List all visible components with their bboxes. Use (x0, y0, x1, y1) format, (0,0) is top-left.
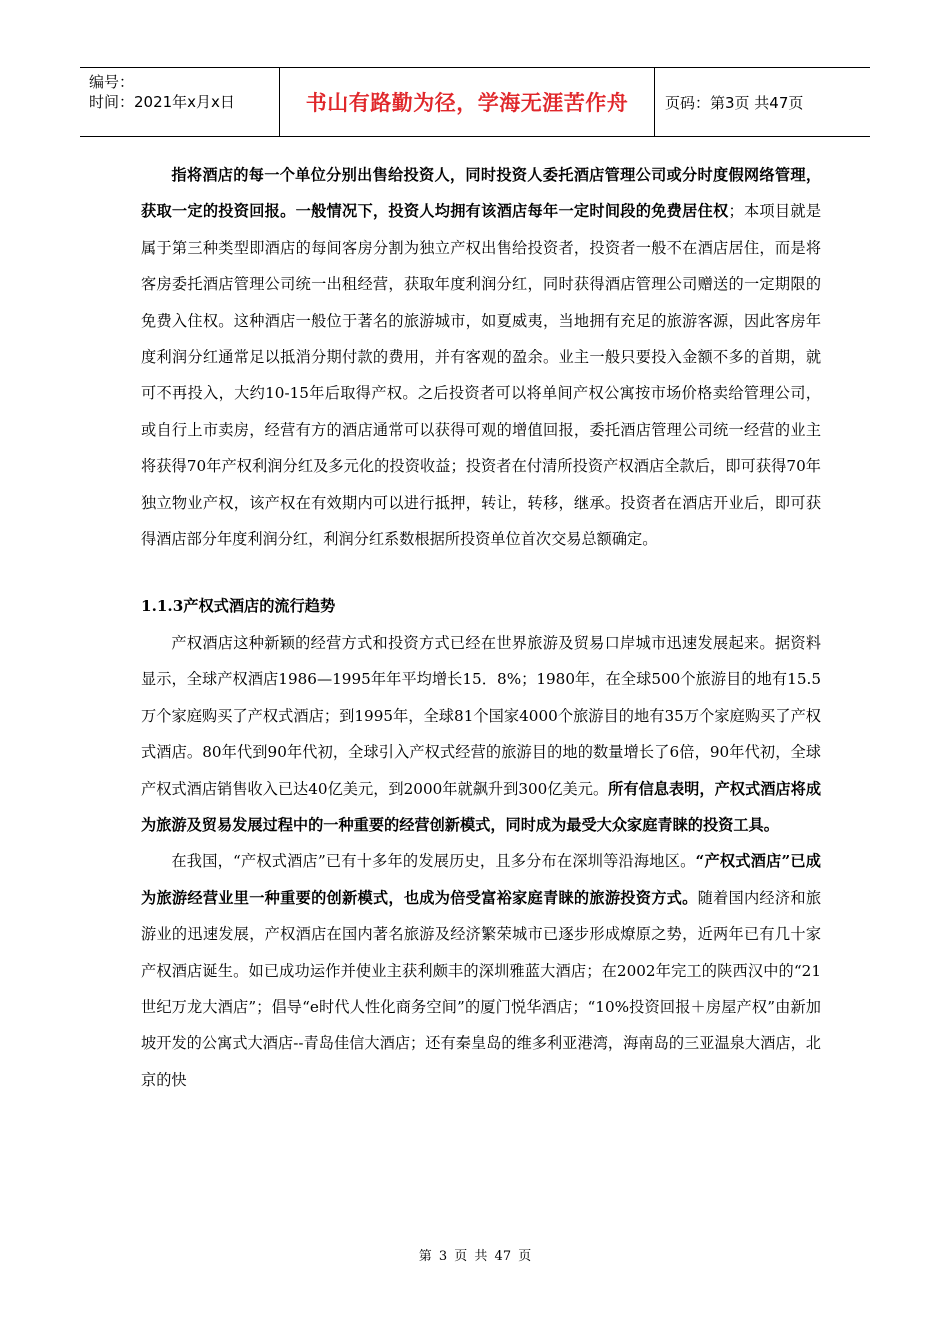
paragraph-1 (141, 157, 821, 557)
page-header (80, 67, 870, 137)
paragraph-3-text-b: 随着国内经济和旅游业的迅速发展，产权酒店在国内著名旅游及经济繁荣城市已逐步形成燎原之势，近两年已有几十家产权酒店诞生。如已成功运作并使业主获利颇丰的深圳雅蓝大酒店；在2002年完工的陕西汉中的“21世纪万龙大酒店”；倡导“e时代人性化商务空间”的厦门悦华酒店；“10%投资回报＋房屋产权”由新加坡开发的公寓式大酒店--青岛佳信大酒店；还有秦皇岛的维多利亚港湾，海南岛的三亚温泉大酒店，北京的快 (141, 888, 822, 1089)
paragraph-2-text: 产权酒店这种新颖的经营方式和投资方式已经在世界旅游及贸易口岸城市迅速发展起来。据资料显示，全球产权酒店1986—1995年年平均增长15．8%；1980年，在全球500个旅游目的地有15.5万个家庭购买了产权式酒店；到1995年，全球81个国家4000个旅游目的地有35万个家庭购买了产权式酒店。80年代到90年代初，全球引入产权式经营的旅游目的地的数量增长了6倍，90年代初，全球产权式酒店销售收入已达40亿美元，到2000年就飙升到300亿美元。 (141, 633, 821, 798)
paragraph-2-bold: 所有信息表明，产权式酒店将成为旅游及贸易发展过程中的一种重要的经营创新模式，同时成为最受大众家庭青睐的投资工具。 (141, 779, 822, 834)
paragraph-3 (141, 843, 821, 1098)
header-meta (80, 68, 280, 136)
paragraph-1-bold: 指将酒店的每一个单位分别出售给投资人，同时投资人委托酒店管理公司或分时度假网络管理，获取一定的投资回报。一般情况下，投资人均拥有该酒店每年一定时间段的免费居住权 (141, 166, 821, 221)
document-time-label: 时间：2021年x月x日 (89, 93, 235, 111)
header-page-info: 页码：第3页 共47页 (665, 93, 804, 112)
document-number-label: 编号： (89, 73, 135, 91)
section-heading: 1.1.3产权式酒店的流行趋势 (141, 597, 336, 616)
paragraph-3-text-a: 在我国，“产权式酒店”已有十多年的发展历史，且多分布在深圳等沿海地区。 (171, 852, 696, 871)
page-footer: 第 3 页 共 47 页 (418, 1249, 532, 1264)
paragraph-3-bold: “产权式酒店”已成为旅游经营业里一种重要的创新模式，也成为倍受富裕家庭青睐的旅游投资方式。 (141, 852, 821, 907)
header-motto: 书山有路勤为径，学海无涯苦作舟 (280, 68, 655, 136)
document-body (141, 157, 821, 1098)
paragraph-1-text: ；本项目就是属于第三种类型即酒店的每间客房分割为独立产权出售给投资者，投资者一般不在酒店居住，而是将客房委托酒店管理公司统一出租经营，获取年度利润分红，同时获得酒店管理公司赠送的一定期限的免费入住权。这种酒店一般位于著名的旅游城市，如夏威夷，当地拥有充足的旅游客源，因此客房年度利润分红通常足以抵消分期付款的费用，并有客观的盈余。业主一般只要投入金额不多的首期，就可不再投入，大约10-15年后取得产权。之后投资者可以将单间产权公寓按市场价格卖给管理公司，或自行上市卖房，经营有方的酒店通常可以获得可观的增值回报，委托酒店管理公司统一经营的业主将获得70年产权利润分红及多元化的投资收益；投资者在付清所投资产权酒店全款后，即可获得70年独立物业产权，该产权在有效期内可以进行抵押，转让，转移，继承。投资者在酒店开业后，即可获得酒店部分年度利润分红，利润分红系数根据所投资单位首次交易总额确定。 (141, 202, 822, 549)
paragraph-2 (141, 625, 821, 843)
